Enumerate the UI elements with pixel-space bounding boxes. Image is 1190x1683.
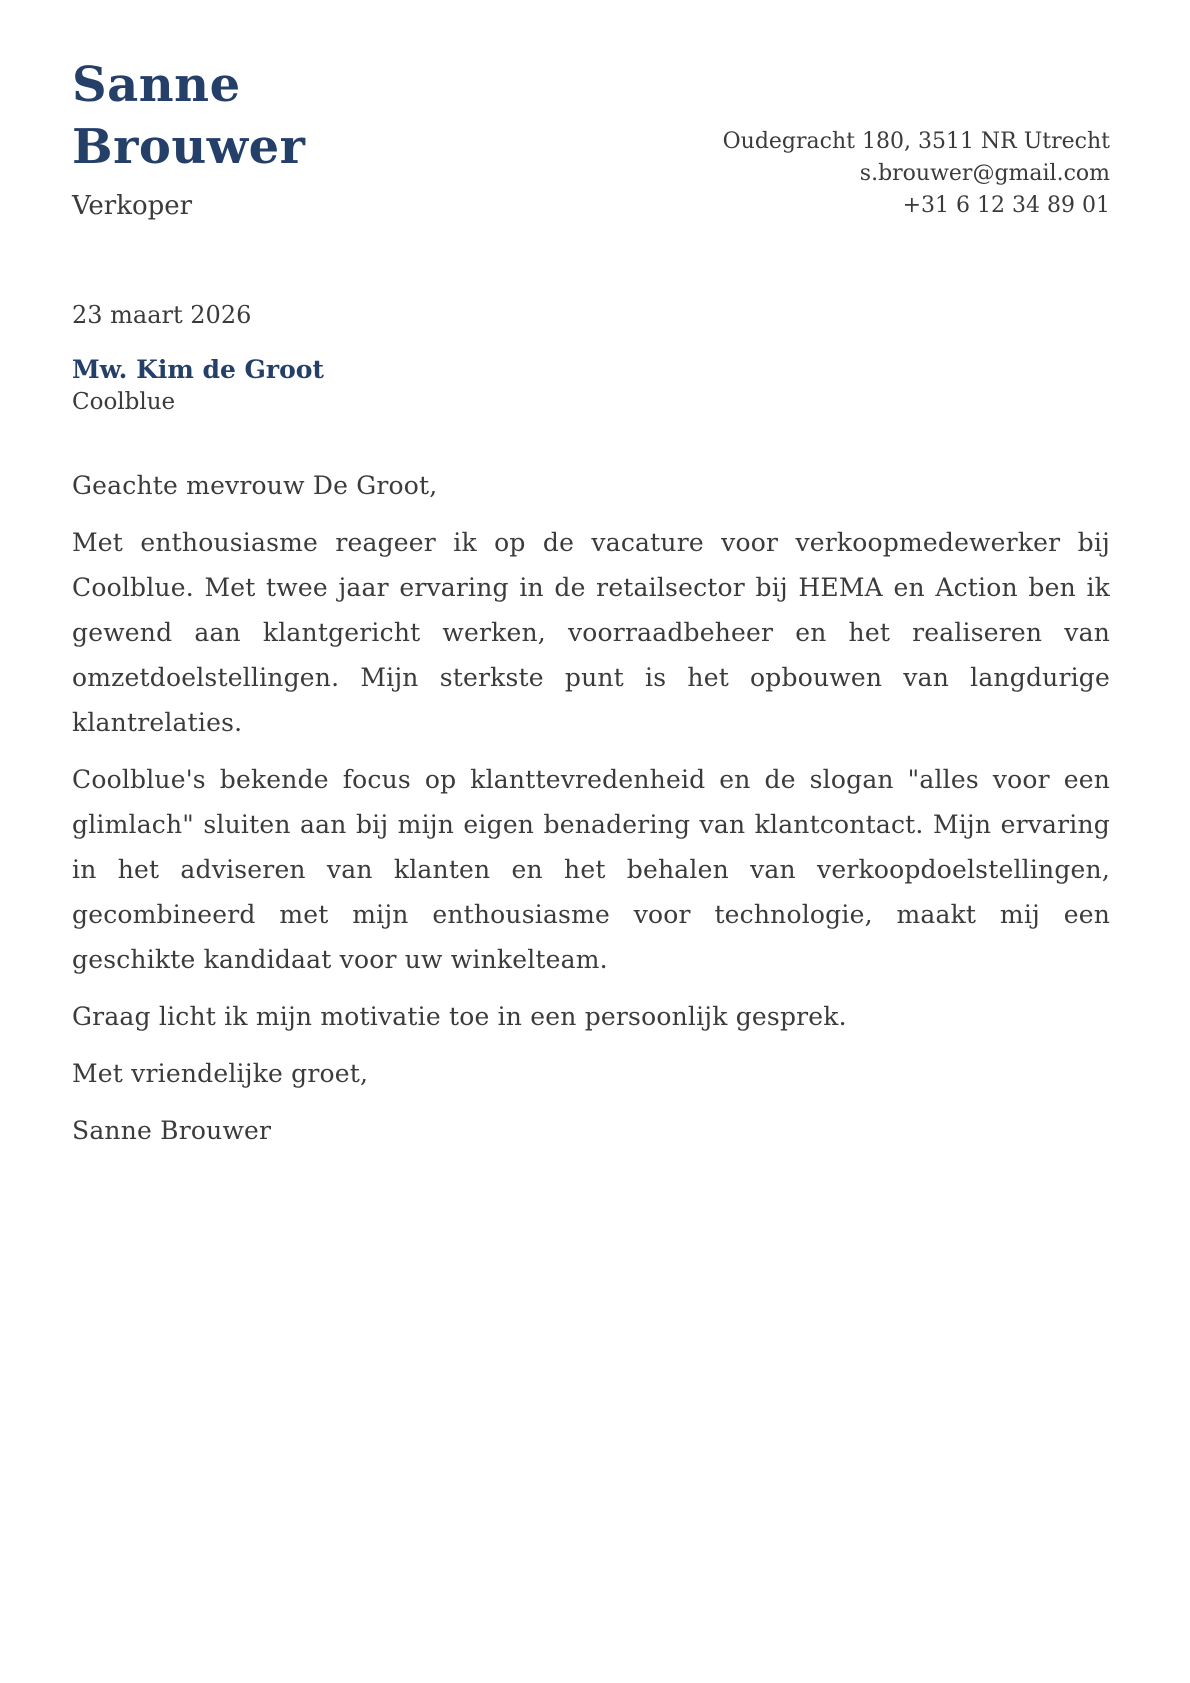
contact-email: s.brouwer@gmail.com	[859, 161, 1110, 186]
recipient-company: Coolblue	[72, 389, 176, 415]
letter-body	[72, 463, 1110, 1153]
contact-phone: +31 6 12 34 89 01	[902, 193, 1110, 218]
body-paragraph-1: Met enthousiasme reageer ik op de vacature voor verkoopmedewerker bij Coolblue. Met twee jaar ervaring in de retailsector bij HEMA en Action ben ik gewend aan klantgericht werken, voorraadbeheer en het realiseren van omzetdoelstellingen. Mijn sterkste punt is het opbouwen van langdurige klantrelaties.	[72, 528, 1110, 737]
body-paragraph-3: Graag licht ik mijn motivatie toe in een persoonlijk gesprek.	[72, 1002, 847, 1031]
candidate-identity	[72, 54, 305, 222]
contact-block	[723, 126, 1110, 222]
recipient-block	[72, 354, 1110, 417]
letter-header	[72, 54, 1110, 222]
closing: Met vriendelijke groet,	[72, 1059, 369, 1088]
candidate-first-name: Sanne	[72, 57, 241, 113]
job-title: Verkoper	[72, 191, 193, 221]
salutation: Geachte mevrouw De Groot,	[72, 471, 438, 500]
body-paragraph-2: Coolblue's bekende focus op klanttevredenheid en de slogan "alles voor een glimlach" sluiten aan bij mijn eigen benadering van klantcontact. Mijn ervaring in het adviseren van klanten en het behalen van verkoopdoelstellingen, gecombineerd met mijn enthousiasme voor technologie, maakt mij een geschikte kandidaat voor uw winkelteam.	[72, 765, 1110, 974]
signature: Sanne Brouwer	[72, 1116, 272, 1145]
letter-date: 23 maart 2026	[72, 301, 252, 329]
contact-address: Oudegracht 180, 3511 NR Utrecht	[722, 129, 1110, 154]
recipient-name: Mw. Kim de Groot	[72, 355, 324, 384]
candidate-last-name: Brouwer	[72, 119, 306, 175]
candidate-name	[72, 54, 305, 178]
